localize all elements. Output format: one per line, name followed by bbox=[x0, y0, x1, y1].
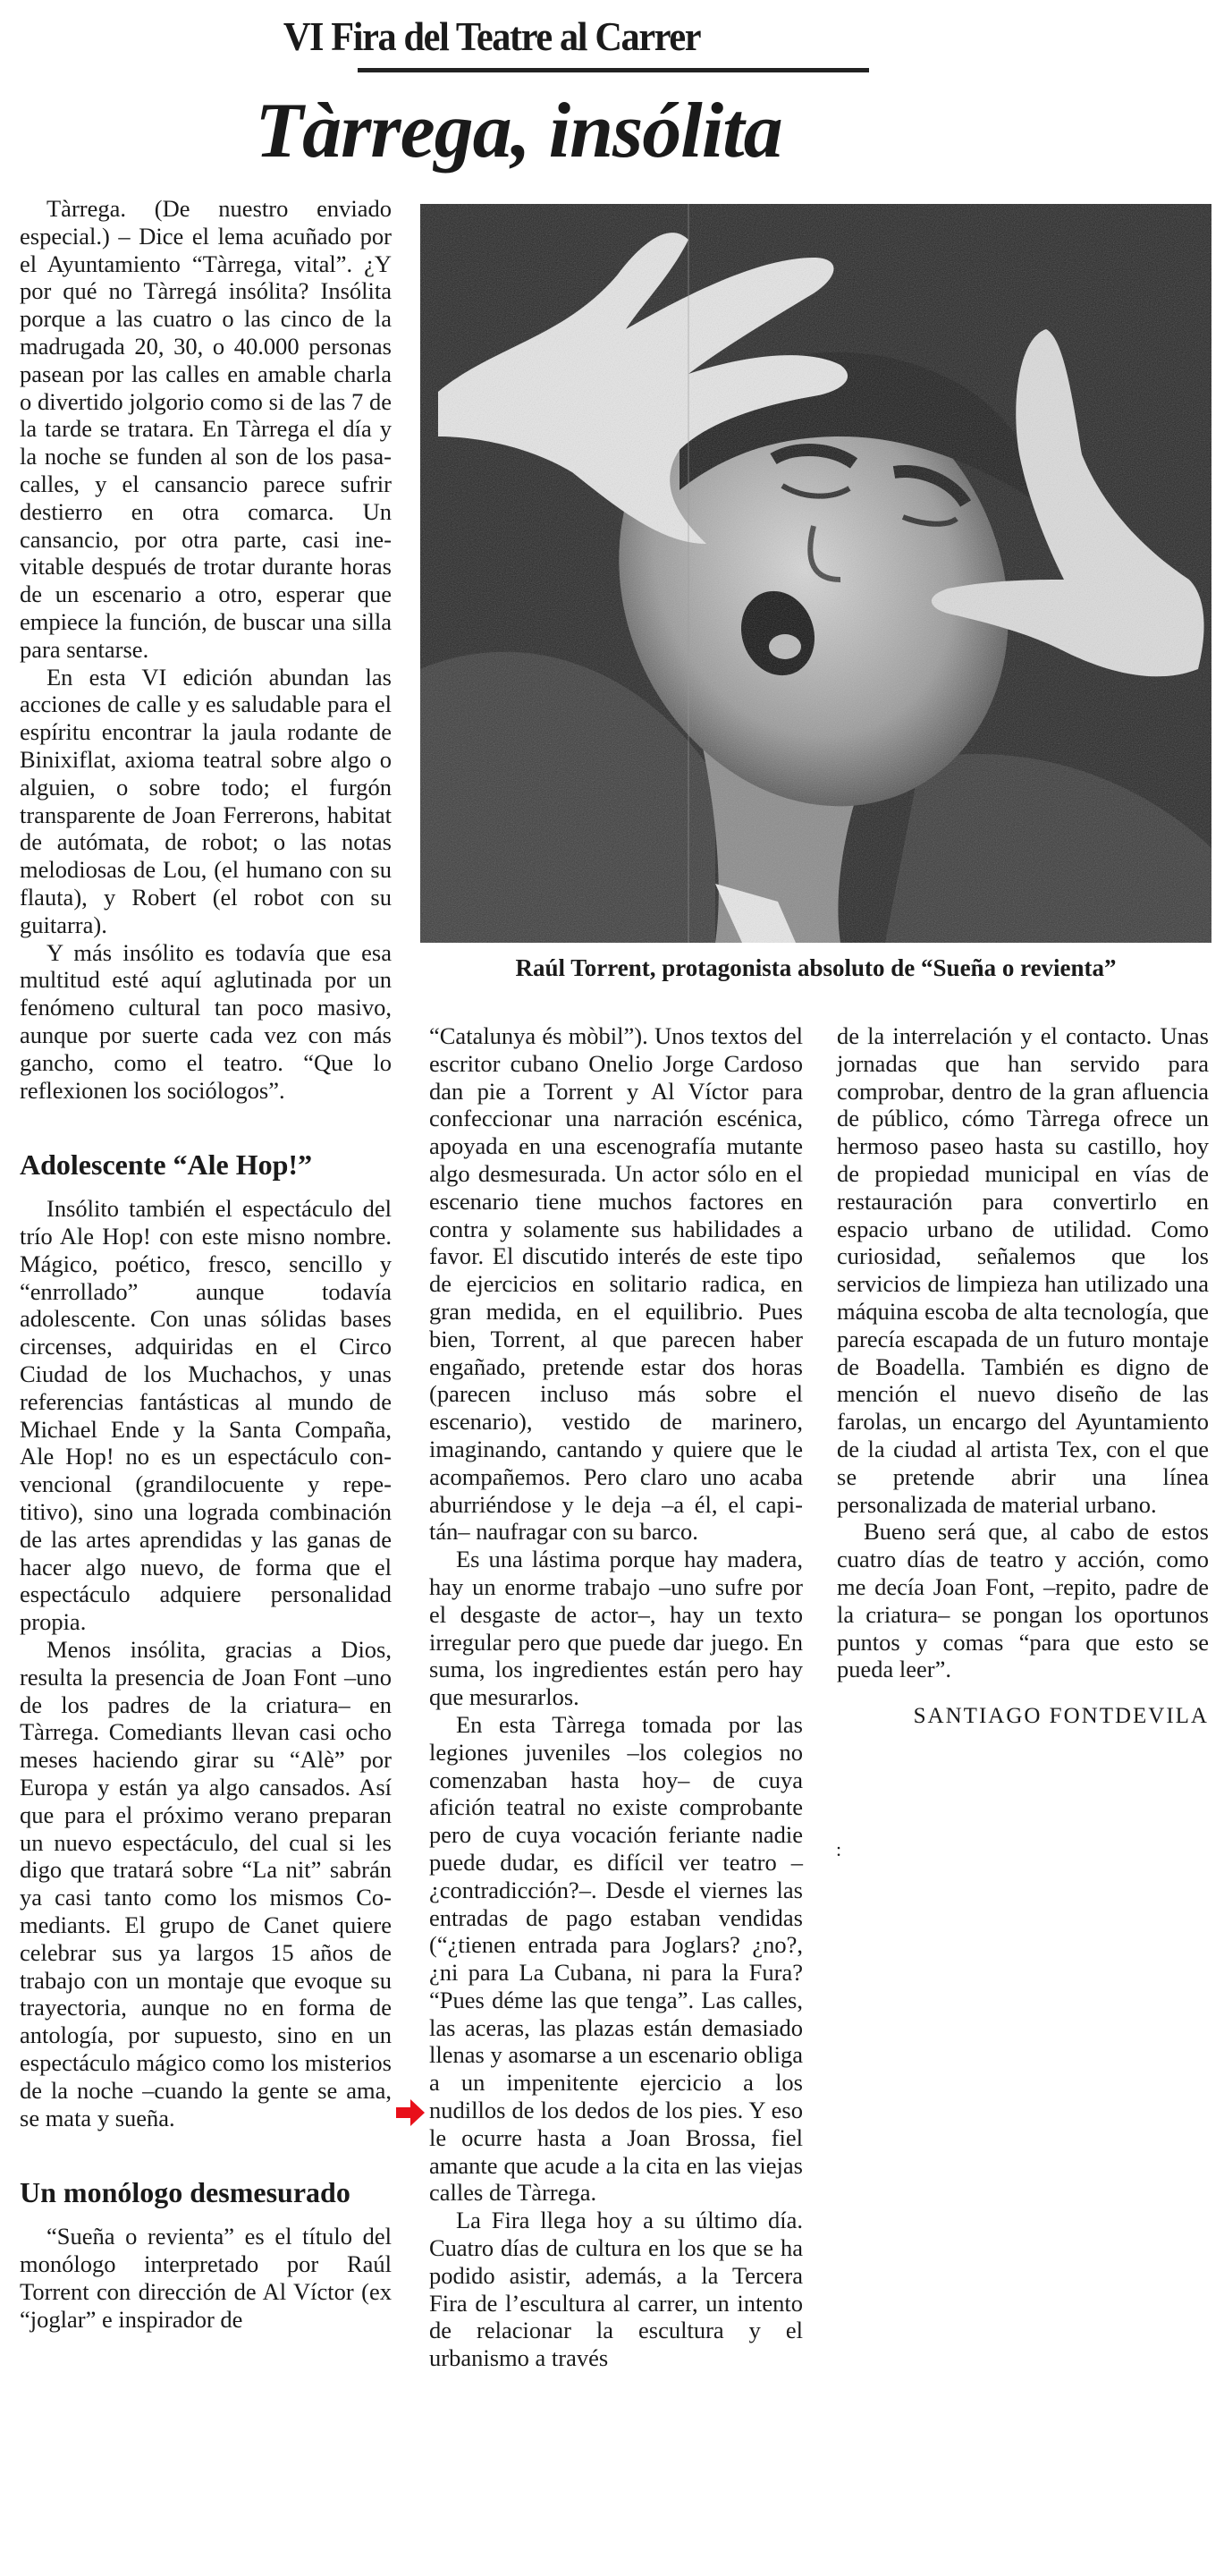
paragraph: Y más insólito es todavía que esa multitud esté aquí aglutinada por un fenómeno cultural tan poco masivo, aunque por suerte cada vez con más gancho, como el teatro. “Que lo reflexionen los sociólogos”. bbox=[20, 938, 392, 1104]
article-column-1 bbox=[20, 195, 392, 2334]
photo-caption: Raúl Torrent, protagonista absoluto de “Sueña o revienta” bbox=[515, 954, 1117, 981]
article-photo bbox=[420, 204, 1211, 943]
red-arrow-right-icon bbox=[394, 2097, 426, 2129]
paragraph: de la interrelación y el contacto. Unas jornadas que han servido para comprobar, dentro de la gran afluencia de público, cómo Tàrrega ofrece un hermoso paseo hasta su castillo, hoy de propiedad municipal en vías de restauración para convertirlo en espacio urbano de utilidad. Como curiosidad, señalemos que los servicios de limpieza han utilizado una máquina escoba de alta tecnología, que parecía escapada de un futuro montaje de Boadella. También es digno de mención el nuevo diseño de las farolas, un encargo del Ayuntamiento de la ciudad al artista Tex, con el que se pretende abrir una línea personalizada de material urbano. bbox=[837, 1022, 1209, 1518]
article-column-2 bbox=[429, 1022, 803, 2372]
paragraph: Insólito también el espectáculo del trío Ale Hop! con este misno nombre. Mágico, poético, fresco, sencillo y “enrrollado” aunque todavía adolescente. Con unas sólidas bases circenses, adquiridas en el Circo Ciudad de los Muchachos, y unas referencias fantásticas al mundo de Michael Ende y la Santa Compaña, Ale Hop! no es un espectáculo convencional (grandilocuente y repetitivo), sino una lograda combinación de las artes aprendidas y las ganas de hacer algo nuevo, de forma que el espectáculo adquiere personalidad propia. bbox=[20, 1195, 392, 1636]
author-byline: SANTIAGO FONTDEVILA bbox=[913, 1704, 1209, 1729]
paragraph: “Catalunya és mòbil”). Unos textos del escritor cubano Onelio Jorge Cardoso dan pie a Torrent y Al Víctor para confeccionar una narración escénica, apoyada en una escenografía mutante algo desmesurada. Un actor sólo en el escenario tiene muchos factores en contra y solamente sus habilidades a favor. El discutido interés de este tipo de ejercicios en solitario radica, en gran medida, en el equilibrio. Pues bien, Torrent, al que parecen haber engañado, pretende estar dos horas (parecen incluso más sobre el escenario), vestido de marinero, imaginando, cantando y quiere que le acompañemos. Pero claro uno acaba aburriéndose y le deja –a él, el capitán– naufragar con su barco. bbox=[429, 1022, 803, 1546]
title-rule bbox=[358, 68, 869, 72]
stray-mark: : bbox=[836, 1838, 842, 1860]
headline: Tàrrega, insólita bbox=[255, 88, 782, 174]
article-column-3 bbox=[837, 1022, 1209, 1731]
paragraph: Tàrrega. (De nuestro enviado especial.) – Dice el lema acuñado por el Ayuntamiento “Tàrrega, vital”. ¿Y por qué no Tàrregá insólita? Insólita porque a las cuatro o las cinco de la madrugada 20, 30, o 40.000 personas pasean por las calles en amable charla o divertido jolgorio como si de las 7 de la tarde se tratara. En Tàrrega el día y la noche se funden al son de los pasacalles, y el cansancio parece sufrir destierro en otra comarca. Un cansancio, por otra parte, casi inevitable después de trotar durante horas de un escenario a otro, esperar que empiece la función, de buscar una silla para sentarse. bbox=[20, 195, 392, 663]
paragraph: En esta Tàrrega tomada por las legiones juveniles –los colegios no comenzaban hasta hoy– de cuya afición teatral no existe comprobante pero de cuya vocación feriante nadie puede dudar, es difícil ver teatro –¿contradicción?–. Desde el viernes las entradas de pago estaban vendidas (“¿tienen entrada para Joglars? ¿no?, ¿ni para La Cubana, ni para la Fura? “Pues déme las que tenga”. Las calles, las aceras, las plazas están demasiado llenas y asomarse a un escenario obliga a un impenitente ejercicio a los nudillos de los dedos de los pies. Y eso le ocurre hasta a Joan Brossa, fiel amante que acude a la cita en las viejas calles de Tàrrega. bbox=[429, 1710, 803, 2207]
paragraph: La Fira llega hoy a su último día. Cuatro días de cultura en los que se ha podido asistir, además, a la Tercera Fira de l’escultura al carrer, un intento de relacionar la escultura y el urbanismo a través bbox=[429, 2207, 803, 2372]
paragraph: En esta VI edición abundan las acciones de calle y es saludable para el espíritu encontrar la jaula rodante de Binixiflat, axioma teatral sobre algo o alguien, o sobre todo; el furgón transparente de Joan Ferrerons, habitat de autómata, de robot; o las notas melodiosas de Lou, (el humano con su flauta), y Robert (el robot con su guitarra). bbox=[20, 663, 392, 938]
section-heading-monologo: Un monólogo desmesurado bbox=[20, 2176, 350, 2209]
paragraph: “Sueña o revienta” es el título del monólogo interpretado por Raúl Torrent con dirección de Al Víctor (ex “joglar” e inspirador de bbox=[20, 2223, 392, 2333]
section-heading-ale-hop: Adolescente “Ale Hop!” bbox=[20, 1148, 313, 1182]
paragraph: Menos insólita, gracias a Dios, resulta la presencia de Joan Font –uno de los padres de la criatura– en Tàrrega. Comediants llevan casi ocho meses haciendo girar su “Alè” por Europa y están ya algo cansados. Así que para el próximo verano preparan un nuevo espectáculo, del cual si les digo que tratará sobre “La nit” sabrán ya casi tanto como los mismos Comediants. El grupo de Canet quiere celebrar sus ya largos 15 años de trabajo con un montaje que evoque su trayectoria, aunque no en forma de antología, por supuesto, sino en un espectáculo mágico como los misterios de la noche –cuando la gente se ama, se mata y sueña. bbox=[20, 1636, 392, 2131]
kicker-title: VI Fira del Teatre al Carrer bbox=[283, 13, 701, 59]
paragraph: Bueno será que, al cabo de estos cuatro días de teatro y acción, como me decía Joan Font, –repito, padre de la criatura– se pongan los oportunos puntos y comas “para que esto se pueda leer”. bbox=[837, 1518, 1209, 1683]
paragraph: Es una lástima porque hay madera, hay un enorme trabajo –uno sufre por el desgaste de actor–, hay un texto irregular pero que puede dar juego. En suma, los ingredientes están pero hay que mesurarlos. bbox=[429, 1546, 803, 1711]
photo-illustration bbox=[420, 204, 1211, 943]
